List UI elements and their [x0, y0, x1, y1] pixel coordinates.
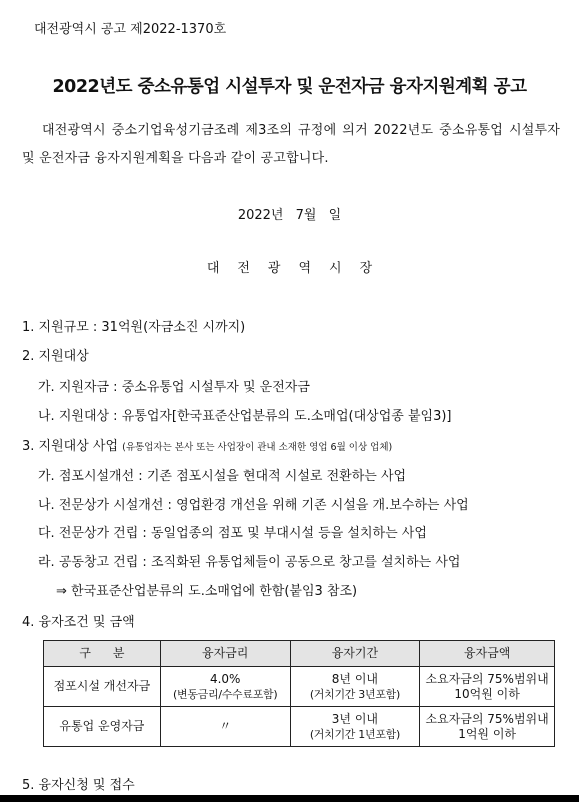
- table-row: [44, 667, 555, 707]
- loan-type-cell: 점포시설 개선자금: [44, 667, 161, 707]
- interest-rate-note: (변동금리/수수료포함): [173, 687, 278, 701]
- table-row: [44, 707, 555, 747]
- interest-rate: 4.0%: [209, 671, 241, 686]
- section-3-item-c: 다. 전문상가 건립 : 동일업종의 점포 및 부대시설 등을 설치하는 사업: [38, 526, 427, 541]
- announcement-body: 대전광역시 중소기업육성기금조례 제3조의 규정에 의거 2022년도 중소유통업 시설투자 및 운전자금 융자지원계획을 다음과 같이 공고합니다.: [22, 123, 560, 166]
- loan-amount-range: 소요자금의 75%범위내: [425, 671, 549, 686]
- interest-rate-cell: [160, 667, 290, 707]
- section-3-item-a: 가. 점포시설개선 : 기존 점포시설을 현대적 시설로 전환하는 사업: [38, 469, 407, 484]
- announcement-date: 2022년 7월 일: [237, 208, 342, 223]
- section-3-heading: 3. 지원대상 사업: [22, 439, 119, 454]
- loan-period: 3년 이내: [331, 711, 379, 726]
- table-header-row: [44, 641, 555, 667]
- section-2-item-b: 나. 지원대상 : 유통업자[한국표준산업분류의 도.소매업(대상업종 붙임3)]: [38, 409, 452, 424]
- section-3-arrow-note: ⇒ 한국표준산업분류의 도.소매업에 한함(붙임3 참조): [56, 584, 358, 599]
- loan-period-note: (거치기간 3년포함): [309, 687, 400, 701]
- document-title: 2022년도 중소유통업 시설투자 및 운전자금 융자지원계획 공고: [52, 77, 527, 97]
- loan-amount-range: 소요자금의 75%범위내: [425, 711, 549, 726]
- loan-amount-cell: [420, 667, 555, 707]
- interest-rate-cell: 〃: [160, 707, 290, 747]
- section-2-heading: 2. 지원대상: [22, 349, 89, 364]
- section-3-item-d: 라. 공동창고 건립 : 조직화된 유통업체들이 공동으로 창고를 설치하는 사업: [38, 555, 461, 570]
- section-3-item-b: 나. 전문상가 시설개선 : 영업환경 개선을 위해 기존 시설을 개.보수하는 사업: [38, 498, 469, 513]
- loan-period: 8년 이내: [331, 671, 379, 686]
- column-header: 융자금리: [160, 641, 290, 667]
- loan-amount-cell: [420, 707, 555, 747]
- loan-type-cell: 유통업 운영자금: [44, 707, 161, 747]
- loan-period-cell: [290, 667, 420, 707]
- loan-period-note: (거치기간 1년포함): [309, 727, 400, 741]
- column-header: 융자기간: [290, 641, 420, 667]
- section-3-note: (유통업자는 본사 또는 사업장이 관내 소재한 영업 6월 이상 업체): [122, 442, 393, 453]
- loan-amount-limit: 1억원 이하: [458, 726, 517, 741]
- loan-period-cell: [290, 707, 420, 747]
- page-bottom-border: [0, 795, 579, 802]
- section-2-item-a: 가. 지원자금 : 중소유통업 시설투자 및 운전자금: [38, 380, 310, 395]
- signer-name: 대전광역시장: [206, 261, 391, 276]
- loan-conditions-table: [43, 640, 555, 747]
- section-5-heading: 5. 융자신청 및 접수: [22, 778, 135, 793]
- section-3-heading-row: [22, 435, 392, 454]
- loan-amount-limit: 10억원 이하: [454, 686, 520, 701]
- section-4-heading: 4. 융자조건 및 금액: [22, 615, 135, 630]
- column-header: 융자금액: [420, 641, 555, 667]
- notice-number: 대전광역시 공고 제2022-1370호: [34, 22, 227, 37]
- column-header: 구분: [44, 641, 161, 667]
- section-1-support-scale: 1. 지원규모 : 31억원(자금소진 시까지): [22, 320, 246, 335]
